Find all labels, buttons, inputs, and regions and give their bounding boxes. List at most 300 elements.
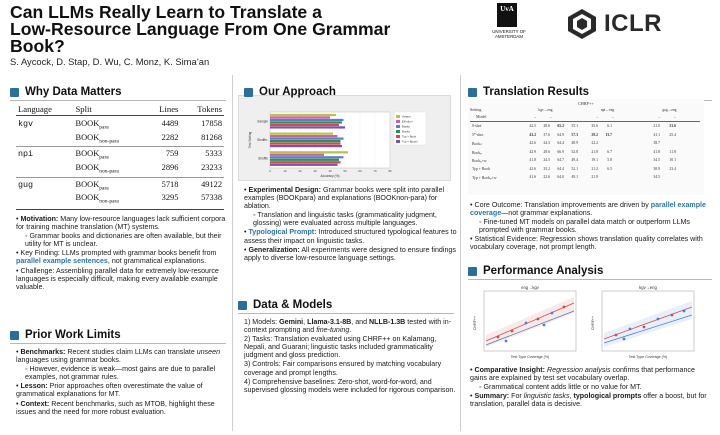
data-point: [671, 314, 674, 317]
data-point: [657, 318, 660, 321]
split-name: BOOK: [75, 163, 100, 173]
bullet-text: Recent studies claim LLMs can translate: [67, 348, 195, 356]
section-heading-approach: [244, 86, 336, 98]
model-name: Llama-3.1-8B: [307, 318, 352, 326]
table-cell: 21.9: [591, 175, 598, 179]
table-cell: 6.1: [607, 124, 612, 128]
heading-text: Translation Results: [483, 86, 590, 98]
authors: S. Aycock, D. Stap, D. Wu, C. Monz, K. Sima’an: [10, 56, 210, 67]
plot-xlabel: Test Type Coverage (%): [628, 355, 668, 359]
table-cell: 66.9: [557, 149, 564, 154]
lang-cell: [16, 193, 74, 207]
bullet-label: Key Finding:: [20, 249, 60, 258]
section-rule: [238, 313, 454, 314]
direction-header: ←: [673, 115, 677, 119]
table-row: [16, 177, 224, 193]
bullet-emphasis: linguistic tasks: [523, 392, 570, 401]
direction-header: →: [595, 115, 599, 119]
tokens-cell: 23233: [201, 163, 222, 173]
bullet-text: —not grammar explanations.: [501, 209, 593, 218]
bullet: • Generalization: All experiments were designed to ensure findings apply to diverse low-resource language settings.: [244, 245, 456, 262]
legend-swatch: [396, 115, 400, 118]
legend-swatch: [396, 140, 400, 143]
table-cell: 42.6: [529, 166, 536, 171]
table-row: [468, 124, 704, 132]
iclr-mark-icon: [566, 8, 598, 40]
table-cell: 5.8: [607, 158, 612, 162]
table-cell: 37.6: [543, 132, 550, 137]
data-point: [623, 338, 626, 341]
table-cell: 21.0: [653, 124, 660, 128]
data-point: [629, 328, 632, 331]
y-axis-label: Test Setting: [248, 131, 252, 149]
bullet: • Comparative Insight: Regression analysis confirms that performance gains are explained by test set vocabulary overlap.: [470, 366, 695, 383]
heading-text: Data & Models: [253, 299, 333, 311]
section-heading-models: [238, 299, 332, 311]
bullet-text: Many low-resource languages lack sufficient corpora for training machine translation (MT) systems.: [16, 215, 226, 232]
split-name: BOOK: [75, 193, 100, 203]
split-cell: [74, 193, 146, 207]
y-category-label: Shuffle: [258, 156, 268, 161]
x-axis-label: Accuracy (%): [320, 174, 340, 178]
bar: [270, 116, 330, 118]
uva-logo-text: UNIVERSITY OF AMSTERDAM: [492, 29, 526, 39]
col-group: kgv↔eng: [538, 108, 553, 112]
bullet: • Statistical Evidence: Regression shows translation quality correlates with vocabulary coverage, not prompt length.: [470, 235, 703, 252]
sub-bullet: ◦ Grammar books and dictionaries are often available, but their utility for MT is unclear.: [25, 232, 222, 249]
sub-bullet: ◦ However, evidence is weak—most gains are due to parallel examples, not grammar rules.: [25, 365, 216, 382]
bar: [270, 159, 339, 161]
table-cell: 24.3: [543, 141, 550, 145]
model-name: NLLB-1.3B: [369, 318, 406, 326]
bullet-text: Recent benchmarks, such as MTOB, highlight these issues and the need for more robust evaluation.: [16, 399, 215, 416]
table-cell: 13.7: [605, 132, 612, 137]
table-cell: 64.9: [557, 132, 564, 137]
bar: [270, 151, 348, 153]
legend-label: Aviator: [402, 114, 411, 119]
bar: [270, 145, 342, 147]
legend-label: Bookn: [402, 129, 410, 134]
split-cell: [74, 163, 146, 177]
legend-label: Typ + Book: [402, 134, 417, 139]
split-name: BOOK: [75, 149, 100, 159]
split-cell: [74, 177, 146, 193]
bullet: • Experimental Design: Grammar books were split into parallel examples (BOOKpara) and explanations (BOOKnon-para) for ablation.: [244, 186, 445, 211]
tokens-cell: 57338: [201, 193, 222, 203]
bullet-text: Fine-tuned MT models on parallel data match or outperform LLMs prompted with grammar books.: [479, 218, 690, 235]
data-point: [643, 326, 646, 329]
results-bullets: [470, 201, 710, 253]
bar: [270, 135, 338, 137]
data-point: [537, 318, 540, 321]
table-cell: 19.1: [591, 158, 598, 162]
bullet-label: Summary:: [474, 392, 510, 401]
heading-text: Performance Analysis: [483, 265, 604, 277]
table-header-row: [16, 103, 224, 116]
bullet-label: Comparative Insight:: [474, 366, 546, 374]
tokens-cell: 49122: [180, 177, 224, 193]
x-tick-label: 20: [298, 169, 302, 173]
table-cell: 22.6: [543, 175, 550, 179]
model-name: Gemini: [279, 318, 304, 326]
bullet-text: , not grammatical explanations.: [107, 257, 207, 266]
bullet: • Context: Recent benchmarks, such as MTOB, highlight these issues and the need for more robust evaluation.: [16, 399, 215, 416]
y-category-label: Sample: [257, 119, 268, 124]
table-row: [468, 141, 704, 149]
table-cell: 42.5: [529, 124, 536, 128]
x-tick-label: 70: [373, 169, 377, 173]
table-row: [16, 133, 224, 147]
bullet-label: Motivation:: [20, 215, 59, 223]
table-cell: 23.6: [669, 124, 676, 128]
split-cell: [74, 116, 146, 133]
direction-header: ←: [549, 115, 553, 119]
table-cell: 35.6: [591, 124, 598, 128]
table-cell: 22.2: [591, 141, 598, 145]
section-heading-performance: [468, 265, 603, 277]
bullet-label: Core Outcome:: [474, 201, 523, 209]
table-cell: 34.5: [653, 175, 660, 179]
setting-label: Setting: [470, 107, 482, 112]
results-table: [468, 99, 704, 195]
uva-logo: [485, 3, 531, 47]
bar: [270, 140, 341, 142]
table-row: [468, 133, 704, 141]
data-point: [543, 324, 546, 327]
table-cell: 41.8: [653, 149, 660, 154]
col-group: npi↔eng: [600, 108, 615, 112]
bar: [270, 154, 324, 156]
bar: [270, 119, 344, 121]
bar: [270, 121, 342, 123]
bullet: • Lesson: Prior approaches often overestimate the value of grammatical explanations for MT.: [16, 382, 203, 399]
table-cell: 23.4: [669, 166, 676, 171]
bullet: • Benchmarks: Recent studies claim LLMs can translate unseen languages using grammar books.: [16, 348, 221, 365]
split-sub: para: [99, 155, 109, 162]
plot-xlabel: Test Type Coverage (%): [510, 355, 550, 359]
row-label: Bookₚ+w: [472, 159, 487, 163]
table-cell: 41.1: [653, 132, 660, 137]
split-cell: [74, 147, 146, 163]
table-cell: 38.9: [653, 166, 660, 171]
table-header: Lines: [145, 103, 180, 116]
legend-swatch: [396, 135, 400, 138]
bullet-text: confirms that performance gains are explained by test set vocabulary overlap.: [470, 366, 695, 383]
split-sub: non-para: [99, 168, 119, 175]
table-row: [16, 147, 224, 163]
bullet-label: Challenge:: [20, 266, 55, 275]
table-header: Tokens: [180, 103, 224, 116]
item-text: .: [349, 326, 352, 335]
x-tick-label: 50: [343, 169, 347, 173]
table-cell: 49.1: [571, 175, 578, 179]
list-item: 3) Controls: Fair comparisons ensured by matching vocabulary coverage and prompt lengths.: [244, 360, 442, 377]
heading-marker: [244, 88, 253, 97]
data-table: [16, 103, 224, 207]
split-name: BOOK: [75, 119, 100, 128]
table-cell: 10.1: [669, 158, 676, 162]
heading-text: Our Approach: [259, 86, 336, 98]
item-emphasis: fine-tuning: [316, 326, 350, 335]
item-text: , and: [351, 318, 368, 326]
table-cell: 29.2: [591, 132, 598, 137]
table-cell: 6.7: [607, 149, 612, 154]
section-heading-prior: [10, 329, 121, 341]
row-label: Bookₚ: [472, 150, 482, 155]
table-cell: 41.6: [529, 175, 536, 179]
table-row: [16, 193, 224, 207]
bar: [270, 164, 338, 166]
bar: [270, 161, 341, 163]
table-cell: 21.2: [591, 166, 598, 171]
table-cell: 25.4: [669, 132, 676, 137]
row-label: Bookₙ: [472, 142, 482, 146]
bullet-emphasis: unseen: [196, 348, 221, 356]
y-category-label: Shuffle-: [257, 138, 268, 142]
table-cell: 64.4: [557, 166, 564, 171]
title-line: Can LLMs Really Learn to Translate a: [10, 2, 322, 22]
bullet: • Core Outcome: Translation improvements are driven by parallel example coverage—not grammar explanations.: [470, 201, 706, 218]
performance-bullets: [470, 366, 710, 409]
section-heading-why: [10, 86, 122, 98]
bullet-text: languages using grammar books.: [16, 356, 121, 365]
performance-plots: [468, 283, 708, 363]
data-point: [683, 310, 686, 313]
row-label: 5*-shot: [472, 132, 484, 137]
table-cell: 64.7: [557, 158, 564, 162]
model-label: Model: [476, 114, 487, 119]
table-cell: 41.8: [529, 158, 536, 162]
heading-marker: [468, 88, 477, 97]
direction-header: →: [657, 115, 661, 119]
table-cell: 21.8: [591, 149, 598, 154]
highlight-text: parallel example sentences: [16, 257, 108, 266]
tokens-cell: 17858: [201, 119, 222, 128]
col-group: gug↔eng: [662, 108, 677, 112]
table-cell: 34.5: [653, 158, 660, 162]
bullet-text: Regression shows translation quality correlates with vocabulary coverage, not prompt length.: [470, 235, 703, 252]
data-point: [497, 336, 500, 339]
data-point: [563, 306, 566, 309]
bullet-label: Context:: [20, 399, 50, 408]
regression-plot-right: [591, 285, 694, 359]
heading-text: Why Data Matters: [25, 86, 122, 98]
bullet-text: However, evidence is weak—most gains are due to parallel examples, not grammar rules.: [25, 365, 216, 382]
tokens-cell: 5333: [180, 147, 224, 163]
prior-bullets: [16, 348, 226, 417]
list-item: 4) Comprehensive baselines: Zero-shot, word-for-word, and supervised glossing models were included for rigorous comparison.: [244, 377, 456, 394]
why-bullets: [16, 215, 226, 292]
bullet-text: Translation and linguistic tasks (grammaticality judgment, glossing) were evaluated across multiple languages.: [253, 211, 437, 228]
plot-title: kgv→eng: [639, 285, 657, 290]
split-sub: non-para: [99, 138, 119, 145]
split-sub: para: [99, 185, 109, 192]
table-cell: 52.1: [571, 166, 578, 171]
bullet-label: Benchmarks:: [20, 348, 66, 356]
data-point: [525, 322, 528, 325]
row-label: Typ + Book: [472, 166, 491, 171]
table-cell: 28.6: [543, 124, 550, 128]
table-cell: 64.4: [557, 141, 564, 145]
bullet-emphasis: Regression analysis: [547, 366, 611, 374]
bullet: • Key Finding: LLMs prompted with grammar books benefit from parallel example sentences, not grammatical explanations.: [16, 249, 217, 266]
bullet: • Challenge: Assembling parallel data for extremely low-resource languages is especially difficult, making every available example valuable.: [16, 266, 219, 291]
lang-cell: kgv: [18, 119, 34, 129]
row-label: 0-shot: [472, 124, 482, 128]
lines-cell: 3295: [161, 193, 179, 203]
table-cell: 24.5: [543, 158, 550, 162]
table-cell: 52.8: [571, 149, 578, 154]
x-tick-label: 80: [388, 169, 392, 173]
uva-mark-text: UvA: [500, 5, 514, 13]
uva-logo-mark: [497, 3, 517, 27]
heading-marker: [10, 88, 19, 97]
table-cell: 25.2: [543, 166, 550, 171]
heading-marker: [238, 301, 247, 310]
table-cell: 55.1: [571, 124, 578, 128]
split-name: BOOK: [75, 179, 100, 189]
plot-title: eng→kgv: [521, 285, 539, 290]
section-rule: [10, 343, 226, 344]
title-line: Book?: [10, 36, 65, 56]
bar: [270, 114, 336, 116]
legend-swatch: [396, 130, 400, 133]
table-row: [468, 175, 704, 183]
direction-header: ←: [611, 115, 615, 119]
bullet: • Motivation: Many low-resource languages lack sufficient corpora for training machine translation (MT) systems.: [16, 215, 226, 232]
bullet-text: For: [511, 392, 522, 401]
table-cell: 48.9: [571, 141, 578, 145]
sub-bullet: ◦ Translation and linguistic tasks (grammaticality judgment, glossing) were evaluated across multiple languages.: [253, 211, 437, 228]
table-row: [468, 158, 704, 166]
bar: [270, 133, 333, 135]
heading-marker: [10, 331, 19, 340]
x-tick-label: 30: [313, 169, 317, 173]
table-row: [16, 163, 224, 177]
legend-swatch: [396, 125, 400, 128]
table-cell: 49.4: [571, 158, 578, 162]
regression-plots-svg: [468, 283, 708, 363]
table-cell: 64.0: [557, 175, 564, 179]
sub-bullet: ◦ Fine-tuned MT models on parallel data match or outperform LLMs prompted with grammar books.: [479, 218, 690, 235]
column-divider: [232, 75, 233, 431]
data-point: [615, 334, 618, 337]
table-cell: 42.9: [529, 149, 536, 154]
models-list: [244, 318, 456, 395]
sub-bullet: ◦ Grammatical content adds little or no value for MT.: [479, 383, 642, 392]
bullet-label: Statistical Evidence:: [474, 235, 538, 244]
bullet: • Typological Prompt: Introduced structured typological features to assess their impact on linguistic tasks.: [244, 228, 457, 245]
split-sub: para: [99, 124, 109, 131]
bar: [270, 124, 339, 126]
bullet-strong: typological prompts: [573, 392, 642, 401]
table-row: [468, 167, 704, 175]
section-rule: [468, 279, 712, 280]
highlight-text: parallel example coverage: [470, 201, 706, 218]
table-cell: 28.6: [543, 149, 550, 154]
item-text: ,: [303, 318, 306, 326]
bullet-label: Typological Prompt:: [248, 228, 317, 237]
direction-header: →: [533, 115, 537, 119]
table-cell: 65.2: [557, 124, 564, 128]
table-header: Language: [16, 103, 74, 116]
bar: [270, 142, 341, 144]
lang-cell: npi: [16, 147, 74, 163]
approach-bar-chart: [246, 108, 446, 180]
bullet-text: LLMs prompted with grammar books benefit from: [61, 249, 217, 258]
table-bottom-rule: [16, 209, 224, 210]
approach-bullets: [244, 186, 458, 263]
bullet: • Summary: For linguistic tasks, typological prompts offer a boost, but for translation, parallel data is decisive.: [470, 392, 707, 409]
list-item: 2) Tasks: Translation evaluated using CHRF++ on Kalamang, Nepali, and Guarani; linguistic tasks included grammaticality judgment and gloss prediction.: [244, 335, 437, 360]
tokens-cell: 81268: [201, 132, 222, 142]
bullet-text: All experiments were designed to ensure findings apply to diverse low-resource language settings.: [244, 245, 456, 262]
plot-ylabel: CHRF++: [473, 315, 477, 331]
heading-text: Prior Work Limits: [25, 329, 121, 341]
table-cell: 42.6: [529, 141, 536, 145]
bullet-text: Prior approaches often overestimate the value of grammatical explanations for MT.: [16, 382, 203, 399]
lines-cell: 759: [145, 147, 180, 163]
title-line: Low-Resource Language From One Grammar: [10, 19, 391, 39]
column-divider: [460, 75, 461, 431]
table-header: Split: [74, 103, 146, 116]
item-text: 1) Models:: [244, 318, 278, 326]
split-sub: non-para: [99, 199, 119, 206]
bar: [270, 156, 344, 158]
table-row: [468, 150, 704, 158]
poster-title: [10, 4, 480, 55]
table-rule: [470, 121, 700, 122]
bullet-text: Introduced structured typological features to assess their impact on linguistic tasks.: [244, 228, 457, 245]
iclr-logo: [566, 6, 706, 42]
section-rule: [10, 100, 226, 101]
table-cell: 11.8: [669, 149, 676, 154]
data-point: [511, 330, 514, 333]
x-tick-label: 40: [328, 169, 332, 173]
x-tick-label: 60: [358, 169, 362, 173]
bullet-text: Translation improvements are driven by: [524, 201, 649, 209]
bullet-text: Assembling parallel data for extremely low-resource languages is especially difficult, making every available example valuable.: [16, 266, 219, 291]
table-cell: 43.2: [529, 132, 536, 137]
bullet-text: ,: [569, 392, 572, 401]
lines-cell: 4489: [161, 119, 179, 128]
plot-ylabel: CHRF++: [591, 315, 595, 331]
lang-cell: [16, 133, 74, 147]
lines-cell: 5718: [145, 177, 180, 193]
split-cell: [74, 133, 146, 147]
bullet-text: Grammar books and dictionaries are often available, but their utility for MT is unclear.: [25, 232, 222, 249]
bullet-label: Lesson:: [20, 382, 48, 391]
bullet-label: Generalization:: [248, 245, 300, 254]
lang-cell: gug: [16, 177, 74, 193]
bullet-text: Grammatical content adds little or no value for MT.: [483, 383, 642, 392]
bullet-text: offer a boost, but for translation, parallel data is decisive.: [470, 392, 707, 409]
table-row: [16, 116, 224, 133]
iclr-wordmark: ICLR: [604, 10, 662, 37]
bar: [270, 126, 345, 128]
legend-swatch: [396, 120, 400, 123]
section-heading-results: [468, 86, 589, 98]
bullet-text: Grammar books were split into parallel examples (BOOKpara) and explanations (BOOKnon-para) for ablation.: [244, 186, 445, 211]
split-name: BOOK: [75, 132, 100, 142]
legend-label: Books: [402, 124, 410, 129]
item-text: tested with in-context prompting and: [244, 318, 452, 335]
lines-cell: 2896: [161, 163, 179, 173]
results-table-title: CHRF++: [578, 101, 594, 106]
table-cell: 6.5: [607, 166, 612, 171]
heading-marker: [468, 267, 477, 276]
data-point: [551, 312, 554, 315]
